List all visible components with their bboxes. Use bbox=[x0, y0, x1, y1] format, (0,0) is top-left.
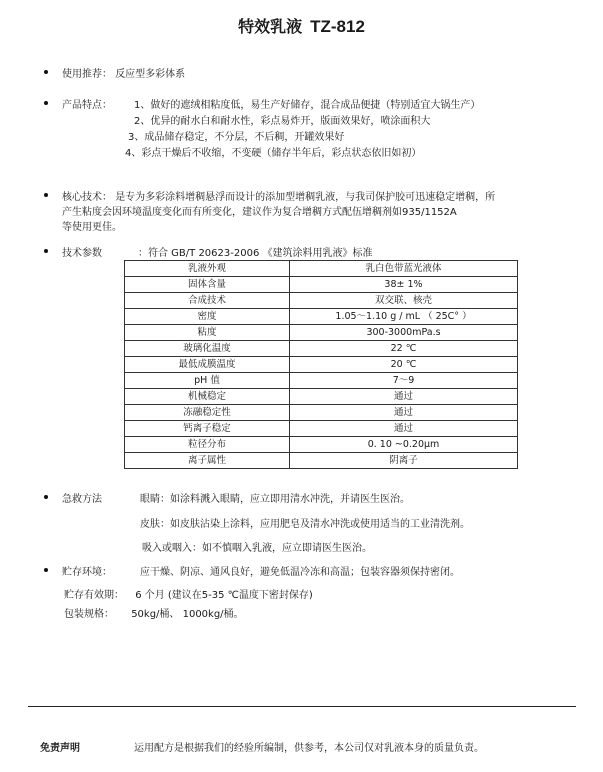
bullet-core bbox=[44, 193, 48, 197]
spec-row bbox=[125, 453, 518, 469]
spec-value: 22 ℃ bbox=[290, 341, 518, 357]
feature-item: 4、彩点干燥后不收缩，不变硬（储存半年后，彩点状态依旧如初） bbox=[125, 148, 422, 159]
spec-value: 通过 bbox=[290, 405, 518, 421]
pack-line bbox=[64, 605, 244, 620]
storage-label: 贮存环境： bbox=[62, 567, 112, 578]
spec-key: 机械稳定 bbox=[125, 389, 290, 405]
tech-label: 技术参数 bbox=[62, 248, 102, 259]
spec-key: 密度 bbox=[125, 309, 290, 325]
feature-item: 2、优异的耐水白和耐水性，彩点易炸开，版面效果好，喷涂面积大 bbox=[134, 116, 431, 127]
spec-key: 玻璃化温度 bbox=[125, 341, 290, 357]
emergency-skin: 皮肤：如皮肤沾染上涂料，应用肥皂及清水冲洗或使用适当的工业清洗剂。 bbox=[140, 519, 470, 530]
spec-key: 乳液外观 bbox=[125, 261, 290, 277]
spec-value: 乳白色带蓝光液体 bbox=[290, 261, 518, 277]
core-text-3: 等使用更佳。 bbox=[62, 222, 122, 233]
bullet-emergency bbox=[44, 495, 48, 499]
page-title bbox=[0, 14, 603, 37]
spec-value: 双交联、核壳 bbox=[290, 293, 518, 309]
spec-row bbox=[125, 373, 518, 389]
disclaimer-value: 运用配方是根据我们的经验所编制，供参考，本公司仅对乳液本身的质量负责。 bbox=[134, 743, 484, 754]
footer-divider bbox=[28, 706, 576, 707]
spec-row bbox=[125, 277, 518, 293]
usage-label: 使用推荐： bbox=[62, 69, 112, 80]
disclaimer-label: 免责声明 bbox=[40, 743, 80, 754]
emergency-eye: 眼睛：如涂料溅入眼睛，应立即用清水冲洗，并请医生医治。 bbox=[140, 494, 410, 505]
spec-key: 固体含量 bbox=[125, 277, 290, 293]
spec-value: 0. 10 ~0.20μm bbox=[290, 437, 518, 453]
spec-key: 最低成膜温度 bbox=[125, 357, 290, 373]
spec-row bbox=[125, 309, 518, 325]
emergency-inhale: 吸入或咽入：如不慎咽入乳液，应立即请医生医治。 bbox=[142, 543, 372, 554]
pack-value: 50kg/桶、 1000kg/桶。 bbox=[131, 609, 244, 620]
storage-value: 应干燥、阴凉、通风良好，避免低温冷冻和高温；包装容器须保持密闭。 bbox=[140, 567, 460, 578]
spec-key: 合成技术 bbox=[125, 293, 290, 309]
spec-row bbox=[125, 405, 518, 421]
bullet-usage bbox=[44, 70, 48, 74]
bullet-tech bbox=[44, 249, 48, 253]
spec-key: pH 值 bbox=[125, 373, 290, 389]
spec-row bbox=[125, 421, 518, 437]
tech-standard: ：符合 GB/T 20623-2006 《建筑涂料用乳液》标准 bbox=[138, 248, 373, 259]
bullet-storage bbox=[44, 568, 48, 572]
spec-row bbox=[125, 389, 518, 405]
spec-row bbox=[125, 437, 518, 453]
product-name: 特效乳液 bbox=[238, 17, 303, 36]
shelf-label: 贮存有效期： bbox=[64, 590, 124, 601]
spec-row bbox=[125, 293, 518, 309]
spec-value: 300-3000mPa.s bbox=[290, 325, 518, 341]
spec-value: 通过 bbox=[290, 389, 518, 405]
spec-key: 粘度 bbox=[125, 325, 290, 341]
shelf-line bbox=[64, 586, 313, 601]
spec-value: 20 ℃ bbox=[290, 357, 518, 373]
core-line-1 bbox=[62, 188, 495, 203]
spec-key: 粒径分布 bbox=[125, 437, 290, 453]
usage-line bbox=[62, 65, 185, 80]
spec-value: 通过 bbox=[290, 421, 518, 437]
core-text-1: 是专为多彩涂料增稠悬浮而设计的添加型增稠乳液，与我司保护胶可迅速稳定增稠，所 bbox=[115, 192, 496, 203]
spec-key: 离子属性 bbox=[125, 453, 290, 469]
spec-table bbox=[124, 260, 518, 469]
core-text-2: 产生粘度会因环境温度变化而有所变化，建议作为复合增稠方式配伍增稠剂如935/1152A bbox=[62, 207, 457, 218]
spec-value: 38± 1% bbox=[290, 277, 518, 293]
pack-label: 包装规格： bbox=[64, 609, 114, 620]
core-label: 核心技术： bbox=[62, 192, 112, 203]
spec-key: 冻融稳定性 bbox=[125, 405, 290, 421]
spec-value: 1.05～1.10 g / mL （ 25C° ） bbox=[290, 309, 518, 325]
feature-item: 1、做好的遮绒相粘度低，易生产好储存，混合成品便捷（特别适宜大锅生产） bbox=[134, 100, 481, 111]
shelf-value: 6 个月 (建议在5-35 ℃温度下密封保存) bbox=[135, 590, 313, 601]
spec-key: 钙离子稳定 bbox=[125, 421, 290, 437]
spec-value: 阴离子 bbox=[290, 453, 518, 469]
spec-row bbox=[125, 261, 518, 277]
spec-value: 7～9 bbox=[290, 373, 518, 389]
usage-value: 反应型多彩体系 bbox=[115, 69, 186, 80]
feature-item: 3、成品储存稳定，不分层，不后稠，开罐效果好 bbox=[128, 132, 345, 143]
spec-row bbox=[125, 357, 518, 373]
features-label: 产品特点： bbox=[62, 100, 112, 111]
emergency-label: 急救方法 bbox=[62, 494, 102, 505]
spec-row bbox=[125, 325, 518, 341]
product-code: TZ-812 bbox=[310, 17, 365, 36]
bullet-features bbox=[44, 101, 48, 105]
spec-row bbox=[125, 341, 518, 357]
